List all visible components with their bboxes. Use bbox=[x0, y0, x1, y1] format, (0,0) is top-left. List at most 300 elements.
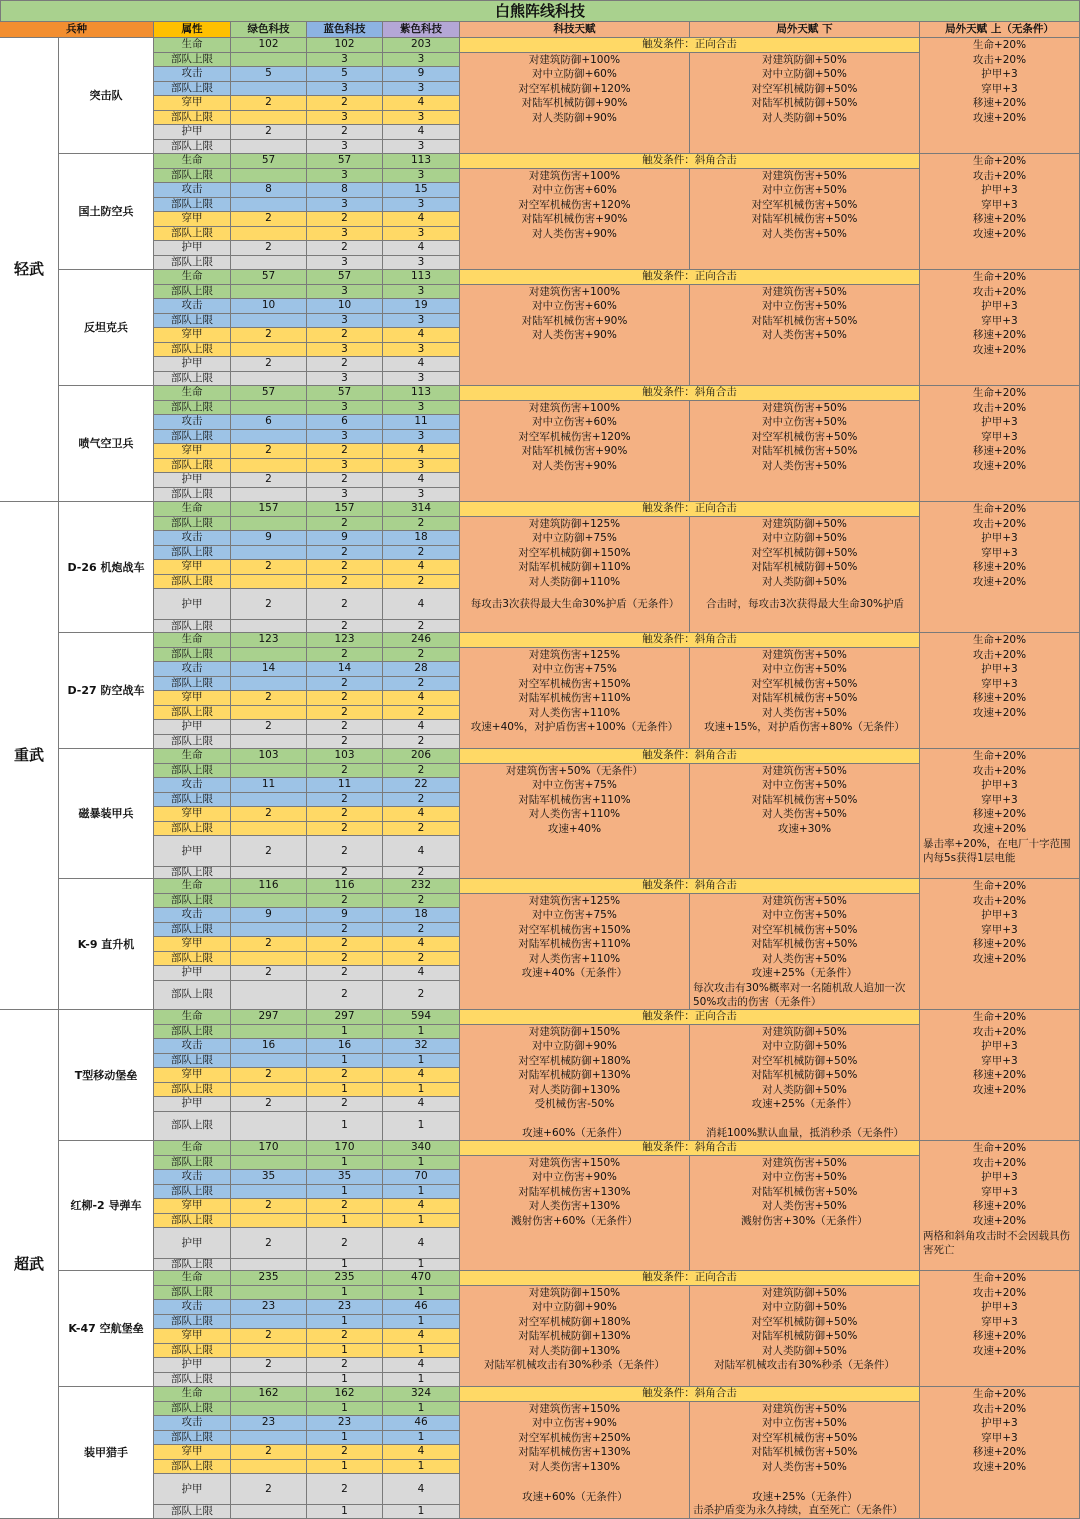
stat-hp-purple: 470 bbox=[383, 1271, 460, 1286]
out-high-line: 穿甲+3 bbox=[981, 1054, 1018, 1067]
stat-arm-cap-blue: 1 bbox=[307, 1373, 383, 1388]
out-high-line: 攻速+20% bbox=[972, 227, 1027, 240]
stat-arm-purple: 4 bbox=[383, 1474, 460, 1505]
attr-label-pen-cap: 部队上限 bbox=[154, 706, 231, 721]
attr-label-pen-cap: 部队上限 bbox=[154, 822, 231, 837]
stat-atk-purple: 19 bbox=[383, 299, 460, 314]
stat-atk-cap-purple: 2 bbox=[383, 793, 460, 808]
out-high-line: 攻速+20% bbox=[972, 343, 1027, 356]
talent-line: 对建筑伤害+50%（无条件） bbox=[505, 764, 644, 777]
stat-hp-green: 103 bbox=[231, 749, 307, 764]
stat-arm-blue: 2 bbox=[307, 1097, 383, 1112]
stat-atk-cap-green bbox=[231, 1054, 307, 1069]
attr-label-atk: 攻击 bbox=[154, 1039, 231, 1054]
stat-arm-blue: 2 bbox=[307, 1228, 383, 1259]
attr-label-arm: 护甲 bbox=[154, 589, 231, 620]
stat-arm-purple: 4 bbox=[383, 125, 460, 140]
stat-atk-blue: 6 bbox=[307, 415, 383, 430]
stat-pen-cap-blue: 2 bbox=[307, 952, 383, 967]
attr-label-arm-cap: 部队上限 bbox=[154, 372, 231, 387]
out-low-line: 对人类伤害+50% bbox=[762, 706, 847, 719]
stat-hp-cap-blue: 3 bbox=[307, 53, 383, 68]
stat-atk-green: 11 bbox=[231, 778, 307, 793]
stat-atk-purple: 22 bbox=[383, 778, 460, 793]
out-low-line: 对中立伤害+50% bbox=[762, 909, 847, 921]
attr-label-pen: 穿甲 bbox=[154, 807, 231, 822]
out-high-line: 生命+20% bbox=[972, 1388, 1027, 1400]
stat-arm-cap-green bbox=[231, 1259, 307, 1271]
out-high-line: 攻击+20% bbox=[972, 1025, 1027, 1038]
out-high-line: 穿甲+3 bbox=[981, 1185, 1018, 1198]
talent-line: 对人类防御+130% bbox=[528, 1344, 621, 1357]
out-low-block bbox=[690, 1286, 920, 1388]
stat-pen-cap-purple: 3 bbox=[383, 343, 460, 358]
out-high-line: 护甲+3 bbox=[981, 532, 1018, 544]
stat-pen-cap-green bbox=[231, 575, 307, 590]
out-high-line: 生命+20% bbox=[972, 1142, 1027, 1154]
out-low-line: 对陆军机械防御+50% bbox=[751, 97, 858, 109]
stat-hp-green: 157 bbox=[231, 502, 307, 517]
attr-label-hp-cap: 部队上限 bbox=[154, 1402, 231, 1417]
unit-name: 反坦克兵 bbox=[59, 270, 154, 386]
stat-pen-blue: 2 bbox=[307, 1199, 383, 1214]
stat-hp-purple: 246 bbox=[383, 633, 460, 648]
attr-label-hp-cap: 部队上限 bbox=[154, 764, 231, 779]
stat-hp-blue: 103 bbox=[307, 749, 383, 764]
trigger-condition: 触发条件：正向合击 bbox=[460, 38, 920, 53]
stat-hp-blue: 157 bbox=[307, 502, 383, 517]
talent-line: 对建筑防御+100% bbox=[528, 53, 621, 66]
out-high-line: 生命+20% bbox=[972, 39, 1027, 51]
stat-atk-blue: 16 bbox=[307, 1039, 383, 1054]
out-high-line: 生命+20% bbox=[972, 155, 1027, 167]
talent-line: 对空军机械防御+150% bbox=[518, 546, 631, 559]
stat-hp-green: 123 bbox=[231, 633, 307, 648]
stat-arm-cap-purple: 2 bbox=[383, 735, 460, 750]
talent-line: 对陆军机械伤害+130% bbox=[518, 1185, 631, 1198]
talent-line: 对建筑伤害+100% bbox=[528, 285, 621, 298]
out-low-line: 对建筑伤害+50% bbox=[762, 1402, 847, 1415]
attr-label-hp-cap: 部队上限 bbox=[154, 1286, 231, 1301]
stat-atk-green: 8 bbox=[231, 183, 307, 198]
trigger-condition: 触发条件：正向合击 bbox=[460, 1271, 920, 1286]
out-low-line: 对中立伤害+50% bbox=[762, 184, 847, 196]
stat-atk-green: 35 bbox=[231, 1170, 307, 1185]
unit-name: 红柳-2 导弹车 bbox=[59, 1141, 154, 1271]
attr-label-pen-cap: 部队上限 bbox=[154, 1214, 231, 1229]
out-low-line: 对人类防御+50% bbox=[762, 111, 847, 124]
stat-pen-cap-green bbox=[231, 706, 307, 721]
stat-atk-blue: 9 bbox=[307, 531, 383, 546]
out-high-line: 穿甲+3 bbox=[981, 923, 1018, 936]
trigger-condition: 触发条件：斜角合击 bbox=[460, 633, 920, 648]
out-low-line: 对人类防御+50% bbox=[762, 575, 847, 588]
stat-atk-purple: 28 bbox=[383, 662, 460, 677]
out-high-line: 移速+20% bbox=[972, 1069, 1027, 1081]
attr-label-atk: 攻击 bbox=[154, 1170, 231, 1185]
stat-pen-cap-purple: 2 bbox=[383, 575, 460, 590]
talent-line: 对陆军机械防御+90% bbox=[521, 97, 628, 109]
stat-pen-green: 2 bbox=[231, 96, 307, 111]
talent-line: 对建筑伤害+150% bbox=[528, 1402, 621, 1415]
talent-line: 溅射伤害+60%（无条件） bbox=[511, 1214, 638, 1227]
talent-line: 受机械伤害-50% bbox=[534, 1098, 615, 1110]
out-low-line: 对建筑防御+50% bbox=[762, 517, 847, 530]
stat-hp-cap-purple: 1 bbox=[383, 1025, 460, 1040]
stat-arm-cap-purple: 2 bbox=[383, 620, 460, 633]
trigger-condition: 触发条件：正向合击 bbox=[460, 502, 920, 517]
talent-line: 对中立伤害+60% bbox=[532, 416, 617, 428]
talent-line: 对建筑伤害+100% bbox=[528, 401, 621, 414]
stat-arm-cap-purple: 3 bbox=[383, 256, 460, 271]
stat-pen-purple: 4 bbox=[383, 691, 460, 706]
attr-label-atk-cap: 部队上限 bbox=[154, 923, 231, 938]
stat-arm-green: 2 bbox=[231, 357, 307, 372]
attr-label-hp-cap: 部队上限 bbox=[154, 894, 231, 909]
out-low-line: 对陆军机械伤害+50% bbox=[751, 314, 858, 327]
out-low-line: 对空军机械伤害+50% bbox=[751, 677, 858, 690]
stat-atk-blue: 23 bbox=[307, 1416, 383, 1431]
out-high-line: 攻速+20% bbox=[972, 1083, 1027, 1096]
out-low-line: 对人类伤害+50% bbox=[762, 1200, 847, 1212]
talent-line: 对陆军机械伤害+130% bbox=[518, 1446, 631, 1458]
out-low-line: 对人类伤害+50% bbox=[762, 808, 847, 820]
attr-label-pen-cap: 部队上限 bbox=[154, 343, 231, 358]
stat-arm-cap-purple: 3 bbox=[383, 488, 460, 503]
talent-block bbox=[460, 648, 690, 750]
attr-label-atk: 攻击 bbox=[154, 778, 231, 793]
header-green: 绿色科技 bbox=[231, 22, 307, 38]
out-low-line: 溅射伤害+30%（无条件） bbox=[741, 1214, 868, 1227]
unit-name: 磁暴装甲兵 bbox=[59, 749, 154, 879]
talent-line: 对人类伤害+130% bbox=[528, 1200, 621, 1212]
out-low-block bbox=[690, 285, 920, 387]
stat-atk-cap-purple: 3 bbox=[383, 314, 460, 329]
stat-pen-cap-blue: 3 bbox=[307, 227, 383, 242]
attr-label-hp-cap: 部队上限 bbox=[154, 648, 231, 663]
out-high-line: 攻击+20% bbox=[972, 1402, 1027, 1415]
stat-atk-cap-green bbox=[231, 1431, 307, 1446]
out-high-line: 攻速+20% bbox=[972, 1214, 1027, 1227]
stat-atk-purple: 46 bbox=[383, 1416, 460, 1431]
out-high-block bbox=[920, 633, 1080, 749]
talent-line: 对建筑伤害+125% bbox=[528, 648, 621, 661]
stat-pen-cap-purple: 3 bbox=[383, 227, 460, 242]
out-high-line: 护甲+3 bbox=[981, 416, 1018, 428]
talent-line: 对陆军机械伤害+90% bbox=[521, 314, 628, 327]
stat-hp-cap-green bbox=[231, 1402, 307, 1417]
attr-label-atk: 攻击 bbox=[154, 908, 231, 923]
stat-hp-blue: 57 bbox=[307, 386, 383, 401]
talent-line: 对人类防御+130% bbox=[528, 1083, 621, 1096]
stat-atk-cap-purple: 3 bbox=[383, 82, 460, 97]
stat-atk-green: 23 bbox=[231, 1416, 307, 1431]
out-high-line: 移速+20% bbox=[972, 692, 1027, 704]
stat-arm-cap-blue: 2 bbox=[307, 735, 383, 750]
stat-arm-cap-blue: 2 bbox=[307, 620, 383, 633]
talent-line: 对中立伤害+75% bbox=[532, 779, 617, 791]
attr-label-hp: 生命 bbox=[154, 749, 231, 764]
talent-line: 对建筑防御+150% bbox=[528, 1286, 621, 1299]
attr-label-arm-cap: 部队上限 bbox=[154, 488, 231, 503]
stat-hp-cap-blue: 1 bbox=[307, 1286, 383, 1301]
stat-atk-cap-blue: 3 bbox=[307, 430, 383, 445]
talent-line: 对陆军机械伤害+110% bbox=[518, 692, 631, 704]
attr-label-atk: 攻击 bbox=[154, 183, 231, 198]
out-high-line: 护甲+3 bbox=[981, 1040, 1018, 1052]
stat-pen-cap-purple: 2 bbox=[383, 706, 460, 721]
stat-arm-green: 2 bbox=[231, 241, 307, 256]
talent-line: 对空军机械伤害+120% bbox=[518, 430, 631, 443]
stat-hp-cap-green bbox=[231, 285, 307, 300]
out-high-block bbox=[920, 1271, 1080, 1387]
stat-arm-cap-blue: 1 bbox=[307, 1112, 383, 1142]
attr-label-arm: 护甲 bbox=[154, 1358, 231, 1373]
talent-block bbox=[460, 285, 690, 387]
unit-name: 国土防空兵 bbox=[59, 154, 154, 270]
out-high-line: 生命+20% bbox=[972, 503, 1027, 515]
stat-atk-cap-blue: 3 bbox=[307, 82, 383, 97]
stat-hp-green: 102 bbox=[231, 38, 307, 53]
out-high-line: 攻击+20% bbox=[972, 169, 1027, 182]
out-low-line: 对中立防御+50% bbox=[762, 532, 847, 544]
talent-line: 对人类伤害+130% bbox=[528, 1460, 621, 1473]
attr-label-atk-cap: 部队上限 bbox=[154, 1185, 231, 1200]
out-low-line: 对人类伤害+50% bbox=[762, 459, 847, 472]
attr-label-atk-cap: 部队上限 bbox=[154, 430, 231, 445]
out-high-line: 移速+20% bbox=[972, 97, 1027, 109]
stat-arm-cap-green bbox=[231, 256, 307, 271]
stat-pen-blue: 2 bbox=[307, 96, 383, 111]
out-low-line: 攻速+15%，对护盾伤害+80%（无条件） bbox=[704, 721, 905, 733]
out-high-line: 穿甲+3 bbox=[981, 1315, 1018, 1328]
attr-label-atk-cap: 部队上限 bbox=[154, 314, 231, 329]
stat-atk-cap-blue: 1 bbox=[307, 1054, 383, 1069]
out-low-line: 对陆军机械伤害+50% bbox=[751, 445, 858, 457]
attr-label-pen: 穿甲 bbox=[154, 1199, 231, 1214]
out-low-line: 对人类防御+50% bbox=[762, 1344, 847, 1357]
out-high-line: 攻击+20% bbox=[972, 53, 1027, 66]
header-out-low: 局外天赋 下 bbox=[690, 22, 920, 38]
stat-atk-cap-blue: 2 bbox=[307, 677, 383, 692]
stat-hp-cap-purple: 3 bbox=[383, 285, 460, 300]
trigger-condition: 触发条件：斜角合击 bbox=[460, 386, 920, 401]
attr-label-pen: 穿甲 bbox=[154, 937, 231, 952]
talent-line: 对中立伤害+75% bbox=[532, 663, 617, 675]
stat-pen-purple: 4 bbox=[383, 560, 460, 575]
unit-name: D-26 机炮战车 bbox=[59, 502, 154, 633]
attr-label-arm: 护甲 bbox=[154, 1474, 231, 1505]
stat-atk-blue: 8 bbox=[307, 183, 383, 198]
stat-pen-blue: 2 bbox=[307, 444, 383, 459]
stat-hp-purple: 203 bbox=[383, 38, 460, 53]
stat-atk-cap-purple: 3 bbox=[383, 198, 460, 213]
out-high-line: 生命+20% bbox=[972, 880, 1027, 892]
attr-label-pen: 穿甲 bbox=[154, 328, 231, 343]
out-high-line: 移速+20% bbox=[972, 1446, 1027, 1458]
attr-label-pen-cap: 部队上限 bbox=[154, 227, 231, 242]
stat-arm-cap-blue: 3 bbox=[307, 488, 383, 503]
out-low-block bbox=[690, 169, 920, 271]
out-low-line: 对空军机械伤害+50% bbox=[751, 430, 858, 443]
talent-block bbox=[460, 53, 690, 155]
stat-hp-green: 57 bbox=[231, 386, 307, 401]
stat-pen-blue: 2 bbox=[307, 691, 383, 706]
stat-hp-cap-green bbox=[231, 401, 307, 416]
talent-line: 对人类伤害+90% bbox=[532, 459, 617, 472]
stat-atk-cap-green bbox=[231, 677, 307, 692]
attr-label-hp-cap: 部队上限 bbox=[154, 1156, 231, 1171]
talent-block bbox=[460, 1156, 690, 1272]
talent-line: 对空军机械伤害+150% bbox=[518, 923, 631, 936]
talent-line: 对人类伤害+90% bbox=[532, 227, 617, 240]
out-low-line: 对建筑伤害+50% bbox=[762, 1156, 847, 1169]
out-low-line: 对陆军机械伤害+50% bbox=[751, 213, 858, 225]
stat-atk-purple: 70 bbox=[383, 1170, 460, 1185]
out-low-line: 对建筑伤害+50% bbox=[762, 285, 847, 298]
out-low-block bbox=[690, 53, 920, 155]
stat-pen-cap-green bbox=[231, 1214, 307, 1229]
attr-label-hp: 生命 bbox=[154, 38, 231, 53]
talent-line: 对中立防御+75% bbox=[532, 532, 617, 544]
out-low-line: 对陆军机械伤害+50% bbox=[751, 793, 858, 806]
stat-arm-purple: 4 bbox=[383, 1358, 460, 1373]
stat-arm-cap-purple: 2 bbox=[383, 981, 460, 1011]
attr-label-atk-cap: 部队上限 bbox=[154, 546, 231, 561]
attr-label-hp: 生命 bbox=[154, 633, 231, 648]
stat-pen-purple: 4 bbox=[383, 807, 460, 822]
stat-arm-purple: 4 bbox=[383, 720, 460, 735]
out-low-line: 对中立伤害+50% bbox=[762, 663, 847, 675]
out-low-line: 对人类伤害+50% bbox=[762, 1460, 847, 1473]
out-low-line: 对中立防御+50% bbox=[762, 68, 847, 80]
stat-arm-cap-green bbox=[231, 981, 307, 1011]
stat-hp-cap-green bbox=[231, 894, 307, 909]
talent-line: 对建筑防御+125% bbox=[528, 517, 621, 530]
stat-atk-green: 9 bbox=[231, 531, 307, 546]
stat-atk-cap-blue: 1 bbox=[307, 1185, 383, 1200]
stat-pen-green: 2 bbox=[231, 1445, 307, 1460]
stat-pen-green: 2 bbox=[231, 560, 307, 575]
out-high-line: 移速+20% bbox=[972, 808, 1027, 820]
stat-hp-cap-green bbox=[231, 1286, 307, 1301]
stat-atk-cap-purple: 1 bbox=[383, 1054, 460, 1069]
stat-atk-purple: 9 bbox=[383, 67, 460, 82]
stat-pen-cap-purple: 3 bbox=[383, 111, 460, 126]
talent-block bbox=[460, 1025, 690, 1142]
stat-hp-cap-purple: 2 bbox=[383, 648, 460, 663]
stat-pen-cap-blue: 1 bbox=[307, 1344, 383, 1359]
attr-label-arm: 护甲 bbox=[154, 1228, 231, 1259]
out-low-line: 对建筑伤害+50% bbox=[762, 401, 847, 414]
stat-pen-cap-green bbox=[231, 952, 307, 967]
talent-line: 对人类伤害+110% bbox=[528, 808, 621, 820]
stat-arm-cap-purple: 1 bbox=[383, 1505, 460, 1519]
stat-pen-cap-blue: 3 bbox=[307, 343, 383, 358]
out-low-line: 对陆军机械伤害+50% bbox=[751, 1185, 858, 1198]
out-high-line: 穿甲+3 bbox=[981, 1431, 1018, 1444]
stat-atk-cap-blue: 2 bbox=[307, 793, 383, 808]
stat-pen-cap-green bbox=[231, 1083, 307, 1098]
stat-arm-green: 2 bbox=[231, 720, 307, 735]
stat-pen-cap-blue: 3 bbox=[307, 459, 383, 474]
out-high-line: 移速+20% bbox=[972, 213, 1027, 225]
stat-arm-cap-blue: 1 bbox=[307, 1259, 383, 1271]
out-high-line: 攻击+20% bbox=[972, 401, 1027, 414]
header-purple: 紫色科技 bbox=[383, 22, 460, 38]
stat-arm-cap-green bbox=[231, 735, 307, 750]
attr-label-atk: 攻击 bbox=[154, 531, 231, 546]
attr-label-hp: 生命 bbox=[154, 1141, 231, 1156]
attr-label-hp: 生命 bbox=[154, 502, 231, 517]
out-low-block bbox=[690, 648, 920, 750]
out-high-line: 移速+20% bbox=[972, 561, 1027, 573]
stat-hp-purple: 324 bbox=[383, 1387, 460, 1402]
talent-block bbox=[460, 764, 690, 880]
attr-label-arm-cap: 部队上限 bbox=[154, 1259, 231, 1271]
stat-arm-green: 2 bbox=[231, 1474, 307, 1505]
out-low-block bbox=[690, 401, 920, 503]
attr-label-hp-cap: 部队上限 bbox=[154, 53, 231, 68]
stat-atk-cap-green bbox=[231, 1315, 307, 1330]
stat-atk-purple: 11 bbox=[383, 415, 460, 430]
out-high-line: 移速+20% bbox=[972, 938, 1027, 950]
attr-label-hp: 生命 bbox=[154, 1387, 231, 1402]
out-high-line: 护甲+3 bbox=[981, 68, 1018, 80]
out-low-line: 对人类伤害+50% bbox=[762, 227, 847, 240]
stat-pen-blue: 2 bbox=[307, 328, 383, 343]
stat-arm-blue: 2 bbox=[307, 589, 383, 620]
stat-hp-cap-purple: 1 bbox=[383, 1156, 460, 1171]
stat-pen-green: 2 bbox=[231, 1068, 307, 1083]
talent-block bbox=[460, 517, 690, 634]
stat-hp-green: 116 bbox=[231, 879, 307, 894]
stat-atk-blue: 14 bbox=[307, 662, 383, 677]
attr-label-atk: 攻击 bbox=[154, 662, 231, 677]
out-high-line: 护甲+3 bbox=[981, 1417, 1018, 1429]
stat-arm-cap-green bbox=[231, 867, 307, 879]
stat-pen-cap-blue: 2 bbox=[307, 822, 383, 837]
category-label: 轻武 bbox=[0, 38, 59, 502]
stat-atk-cap-green bbox=[231, 923, 307, 938]
attr-label-atk: 攻击 bbox=[154, 299, 231, 314]
stat-arm-cap-green bbox=[231, 620, 307, 633]
attr-label-pen: 穿甲 bbox=[154, 1329, 231, 1344]
talent-line: 对陆军机械伤害+90% bbox=[521, 445, 628, 457]
stat-arm-cap-green bbox=[231, 372, 307, 387]
stat-hp-green: 235 bbox=[231, 1271, 307, 1286]
stat-pen-blue: 2 bbox=[307, 212, 383, 227]
out-high-block bbox=[920, 879, 1080, 1010]
stat-arm-blue: 2 bbox=[307, 357, 383, 372]
header-out-high: 局外天赋 上（无条件） bbox=[920, 22, 1080, 38]
attr-label-atk: 攻击 bbox=[154, 67, 231, 82]
talent-line: 对人类防御+90% bbox=[532, 111, 617, 124]
out-low-line: 对空军机械伤害+50% bbox=[751, 1431, 858, 1444]
stat-arm-cap-purple: 1 bbox=[383, 1259, 460, 1271]
trigger-condition: 触发条件：正向合击 bbox=[460, 270, 920, 285]
out-high-line: 穿甲+3 bbox=[981, 198, 1018, 211]
stat-atk-green: 10 bbox=[231, 299, 307, 314]
out-low-line: 对陆军机械伤害+50% bbox=[751, 692, 858, 704]
stat-hp-cap-purple: 3 bbox=[383, 53, 460, 68]
stat-atk-green: 6 bbox=[231, 415, 307, 430]
stat-arm-purple: 4 bbox=[383, 357, 460, 372]
attr-label-pen: 穿甲 bbox=[154, 1445, 231, 1460]
talent-line: 对陆军机械攻击有30%秒杀（无条件） bbox=[484, 1359, 665, 1371]
stat-pen-cap-blue: 3 bbox=[307, 111, 383, 126]
unit-name: 装甲猎手 bbox=[59, 1387, 154, 1519]
